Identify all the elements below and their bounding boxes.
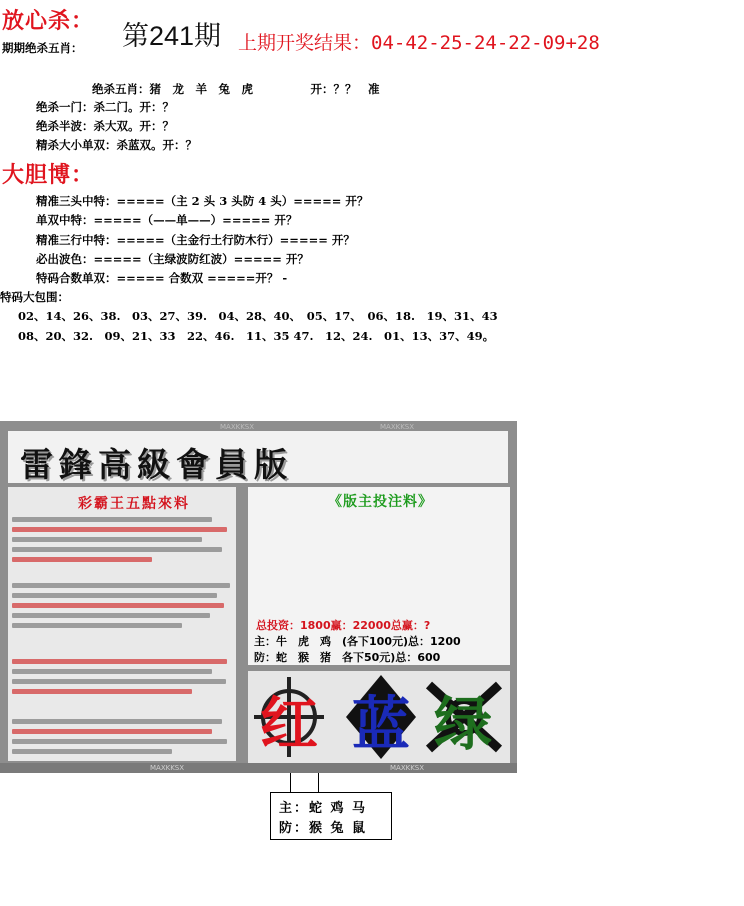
package-row-2: 08、20、32. 09、21、33 22、46. 11、35 47. 12、24. 01、13、37、49。 <box>18 329 495 343</box>
poster-title: 雷鋒高級會員版 <box>20 445 293 484</box>
poster-left-title: 彩霸王五點來料 <box>78 496 190 512</box>
poster-right-panel <box>248 487 510 665</box>
issue-number: 第241期 <box>122 21 222 51</box>
watermark: MAXKKSX <box>380 423 415 431</box>
poster-right-title: 《版主投注料》 <box>328 494 433 510</box>
poster-title-band <box>8 431 508 483</box>
callout-pointer <box>318 773 319 792</box>
bold-line-1: 精准三头中特：=====（主 2 头 3 头防 4 头）===== 开？ <box>36 194 369 208</box>
text-scribble <box>12 603 224 608</box>
guard-pick-line: 防：蛇 猴 猪 各下50元)总：600 <box>254 651 441 664</box>
text-scribble <box>12 517 212 522</box>
package-row-1: 02、14、26、38. 03、27、39. 04、28、40、 05、17、 06、18. 19、31、43 <box>18 309 498 323</box>
text-scribble <box>12 749 172 754</box>
text-scribble <box>12 527 227 532</box>
main-pick-line: 主：牛 虎 鸡 (各下100元)总：1200 <box>254 635 461 648</box>
text-scribble <box>12 547 222 552</box>
last-draw-result: 上期开奖结果：04-42-25-24-22-09+28 <box>238 32 600 54</box>
watermark: MAXKKSX <box>220 423 255 431</box>
kill-zodiac-line: 绝杀五肖：猪 龙 羊 兔 虎 开：？？ 准 <box>92 82 380 96</box>
color-wave-band <box>248 671 510 763</box>
text-scribble <box>12 719 222 724</box>
blue-wave-char: 蓝 <box>352 690 411 758</box>
text-scribble <box>12 593 217 598</box>
page-title: 放心杀： <box>2 9 95 34</box>
text-scribble <box>12 669 212 674</box>
package-title: 特码大包围： <box>0 290 69 304</box>
green-wave-char: 绿 <box>434 690 493 758</box>
kill-door-line: 绝杀一门：杀二门。开：？ <box>36 100 174 114</box>
callout-guard: 防：猴 兔 鼠 <box>279 821 368 836</box>
bold-line-3: 精准三行中特：=====（主金行土行防木行）===== 开？ <box>36 233 355 247</box>
poster-left-panel <box>8 487 236 761</box>
text-scribble <box>12 729 212 734</box>
callout-box <box>270 792 392 840</box>
red-wave-char: 红 <box>260 690 319 758</box>
bold-line-5: 特码合数单双：===== 合数双 =====开？ - <box>36 271 288 285</box>
total-bet-line: 总投资：1800赢：22000总赢：? <box>256 619 431 632</box>
page-subtitle: 期期绝杀五肖： <box>2 41 83 55</box>
watermark: MAXKKSX <box>390 764 425 772</box>
bold-section-title: 大胆博： <box>2 163 95 188</box>
text-scribble <box>12 557 152 562</box>
text-scribble <box>12 537 202 542</box>
text-scribble <box>12 739 227 744</box>
member-poster-image <box>0 421 517 773</box>
kill-wave-line: 绝杀半波：杀大双。开：？ <box>36 119 174 133</box>
text-scribble <box>12 689 192 694</box>
bold-line-2: 单双中特：=====（——单——）===== 开？ <box>36 213 298 227</box>
text-scribble <box>12 623 182 628</box>
callout-main: 主：蛇 鸡 马 <box>279 801 368 816</box>
watermark: MAXKKSX <box>150 764 185 772</box>
text-scribble <box>12 613 210 618</box>
kill-size-parity-line: 精杀大小单双：杀蓝双。开：？ <box>36 138 197 152</box>
bold-line-4: 必出波色：=====（主绿波防红波）===== 开？ <box>36 252 309 266</box>
text-scribble <box>12 679 226 684</box>
text-scribble <box>12 659 227 664</box>
callout-pointer <box>290 773 291 792</box>
text-scribble <box>12 583 230 588</box>
poster-footer-strip <box>0 763 517 773</box>
